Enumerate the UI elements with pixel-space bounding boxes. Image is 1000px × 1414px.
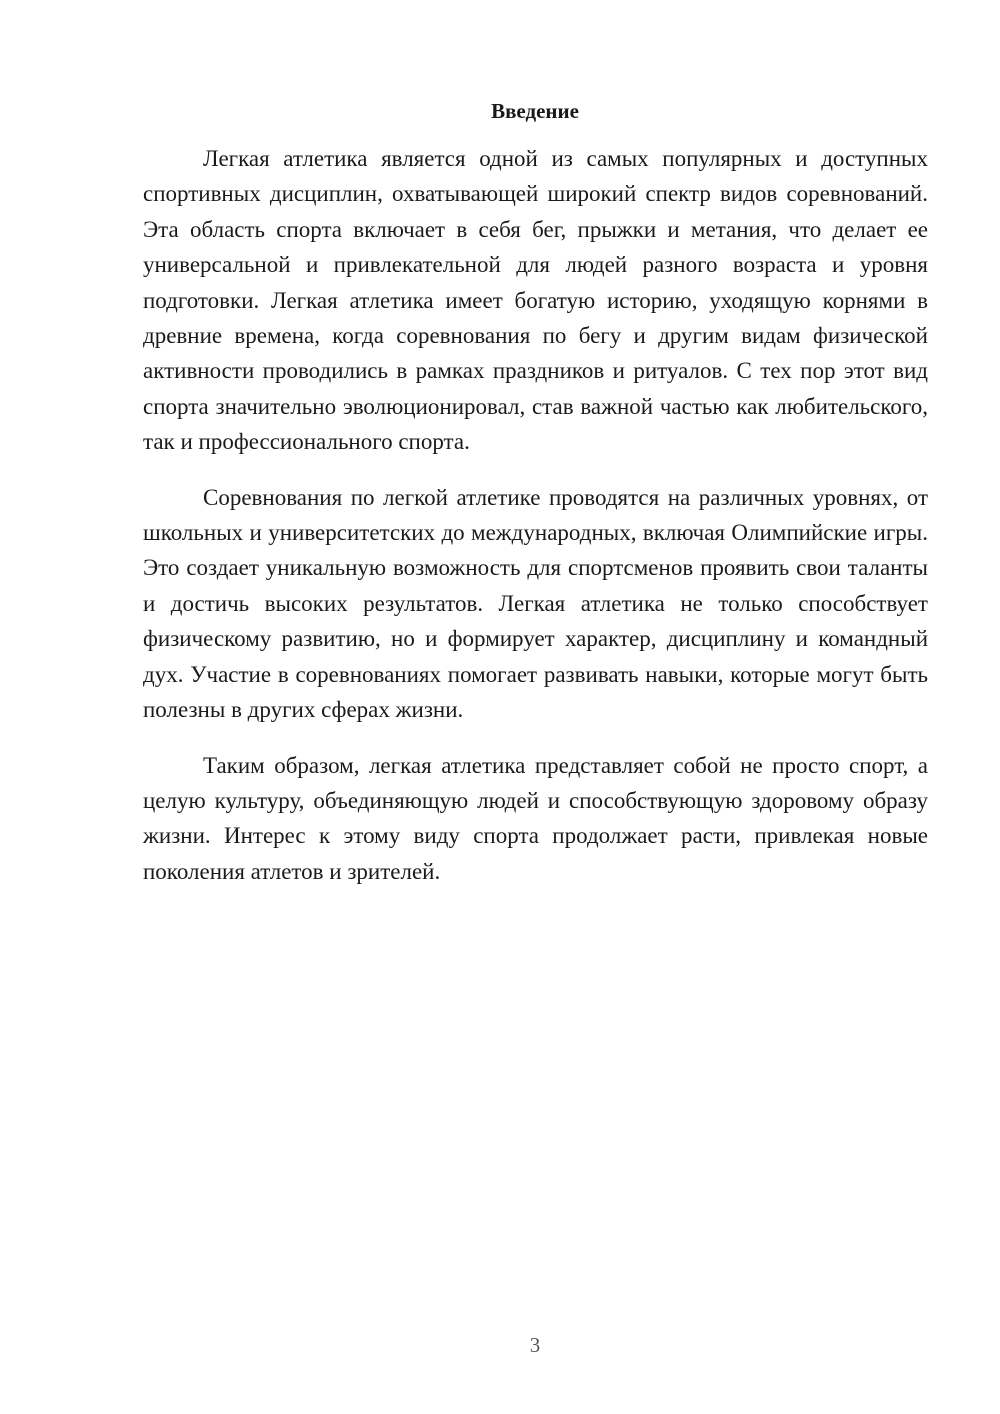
page-number: 3	[529, 1333, 541, 1357]
paragraph-3: Таким образом, легкая атлетика представляет собой не просто спорт, а целую культуру, объединяющую людей и способствующую здоровому образу жизни. Интерес к этому виду спорта продолжает расти, привлекая новые поколения атлетов и зрителей.	[143, 752, 928, 884]
paragraph-1: Легкая атлетика является одной из самых популярных и доступных спортивных дисциплин, охватывающей широкий спектр видов соревнований. Эта область спорта включает в себя бег, прыжки и метания, что делает ее универсальной и привлекательной для людей разного возраста и уровня подготовки. Легкая атлетика имеет богатую историю, уходящую корнями в древние времена, когда соревнования по бегу и другим видам физической активности проводились в рамках праздников и ритуалов. С тех пор этот вид спорта значительно эволюционировал, став важной частью как любительского, так и профессионального спорта.	[143, 146, 928, 455]
paragraph-2: Соревнования по легкой атлетике проводятся на различных уровнях, от школьных и университетских до международных, включая Олимпийские игры. Это создает уникальную возможность для спортсменов проявить свои таланты и достичь высоких результатов. Легкая атлетика не только способствует физическому развитию, но и формирует характер, дисциплину и командный дух. Участие в соревнованиях помогает развивать навыки, которые могут быть полезны в других сферах жизни.	[143, 484, 928, 723]
section-heading: Введение	[491, 99, 579, 123]
body-text	[143, 141, 928, 909]
